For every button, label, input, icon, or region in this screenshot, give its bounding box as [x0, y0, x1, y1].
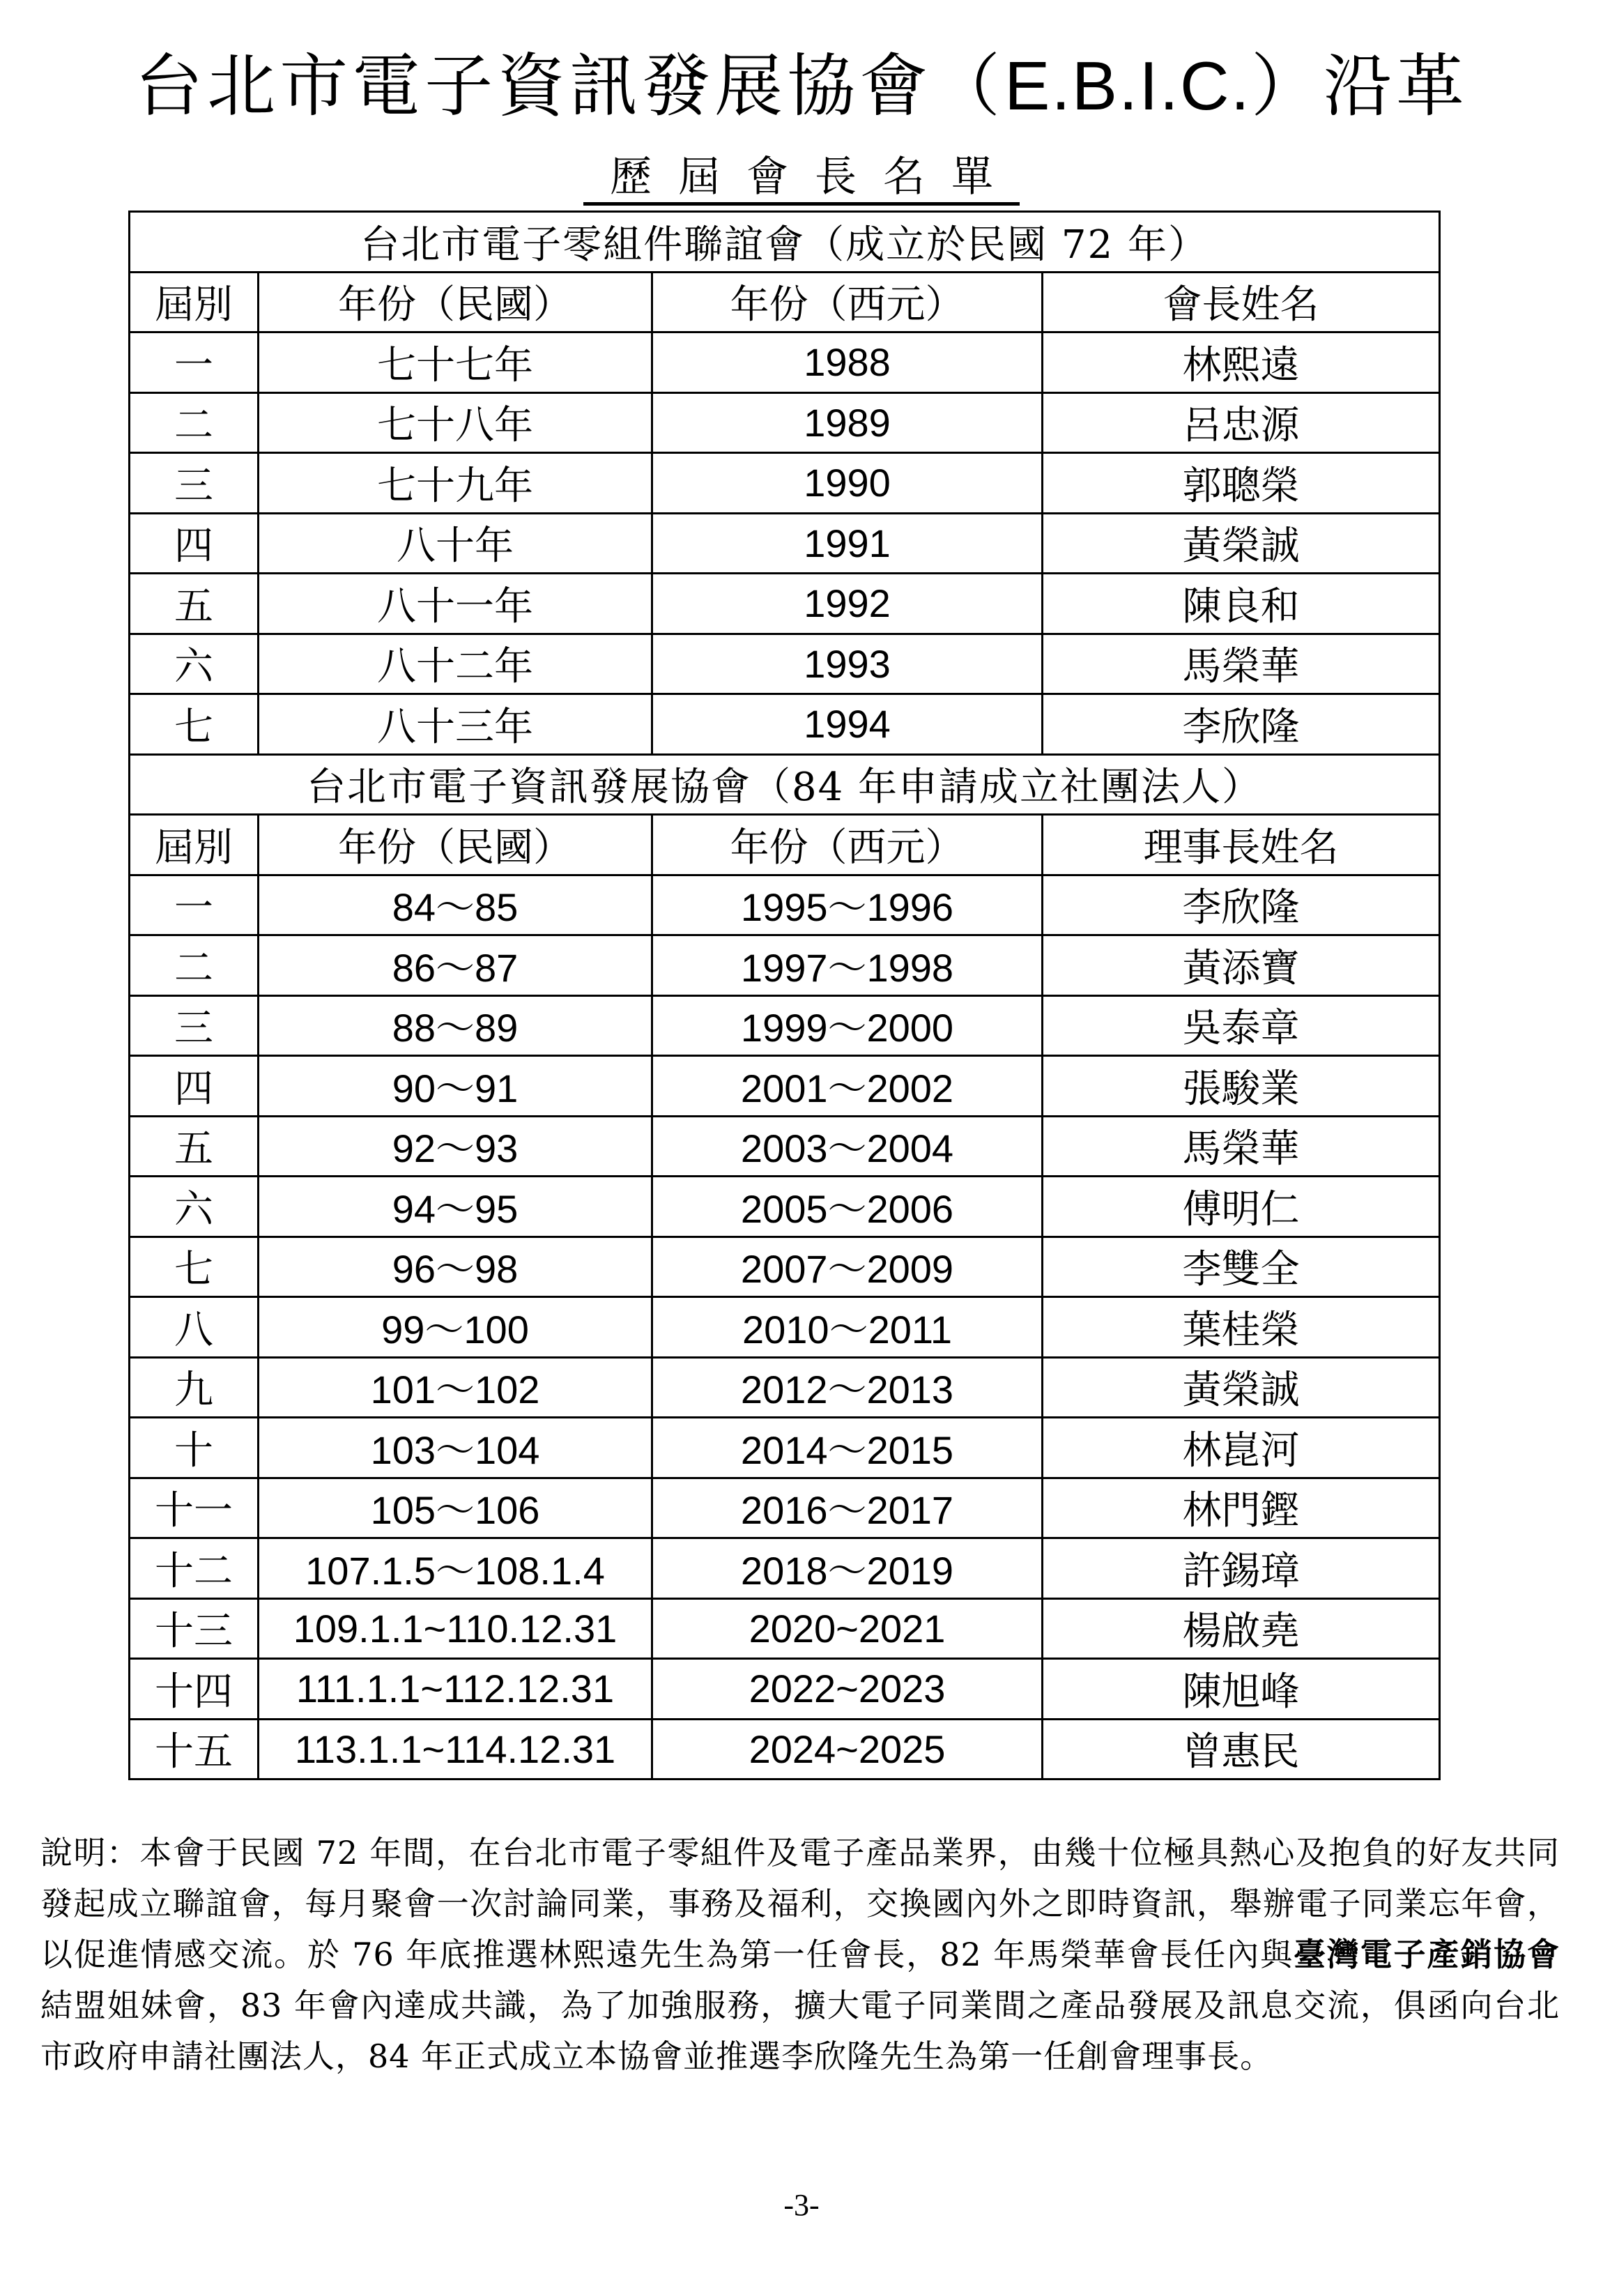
roc-year-cell: 111.1.1~112.12.31	[259, 1659, 652, 1720]
ad-year-cell: 2012～2013	[652, 1357, 1043, 1418]
roc-year-cell: 109.1.1~110.12.31	[259, 1598, 652, 1659]
note-text-after: 結盟姐妹會，83 年會內達成共識，為了加強服務，擴大電子同業間之產品發展及訊息交流，俱函向台北市政府申請社團法人，84 年正式成立本協會並推選李欣隆先生為第一任創會理事長。	[40, 1987, 1560, 2075]
section1-header-row	[130, 272, 1440, 332]
name-cell: 馬榮華	[1043, 634, 1440, 694]
term-cell: 五	[130, 1116, 259, 1177]
roc-year-cell: 八十一年	[259, 574, 652, 634]
name-cell: 李雙全	[1043, 1237, 1440, 1297]
header-roc-year: 年份（民國）	[259, 815, 652, 875]
ad-year-cell: 1993	[652, 634, 1043, 694]
name-cell: 呂忠源	[1043, 392, 1440, 453]
term-cell: 十三	[130, 1598, 259, 1659]
term-cell: 一	[130, 875, 259, 935]
document-title	[0, 40, 1603, 132]
roc-year-cell: 84～85	[259, 875, 652, 935]
header-ad-year: 年份（西元）	[652, 815, 1043, 875]
table-row	[130, 1116, 1440, 1177]
term-cell: 四	[130, 513, 259, 574]
name-cell: 黃添寶	[1043, 935, 1440, 996]
section1-title: 台北市電子零組件聯誼會（成立於民國 72 年）	[130, 212, 1440, 273]
roc-year-cell: 90～91	[259, 1056, 652, 1117]
title-main: 台北市電子資訊發展協會（	[135, 47, 1005, 126]
name-cell: 許錫璋	[1043, 1538, 1440, 1599]
table-row	[130, 1357, 1440, 1418]
term-cell: 四	[130, 1056, 259, 1117]
ad-year-cell: 2022~2023	[652, 1659, 1043, 1720]
name-cell: 李欣隆	[1043, 694, 1440, 755]
table-row	[130, 875, 1440, 935]
section2-title-row	[130, 754, 1440, 815]
roc-year-cell: 八十二年	[259, 634, 652, 694]
table-row	[130, 694, 1440, 755]
document-subtitle	[0, 149, 1603, 206]
name-cell: 黃榮誠	[1043, 1357, 1440, 1418]
table-row	[130, 1719, 1440, 1780]
term-cell: 六	[130, 634, 259, 694]
title-end: ）沿革	[1250, 47, 1468, 126]
history-note	[40, 1828, 1560, 2082]
ad-year-cell: 1990	[652, 453, 1043, 514]
presidents-table	[128, 211, 1441, 1780]
name-cell: 馬榮華	[1043, 1116, 1440, 1177]
title-abbr: E.B.I.C.	[1004, 47, 1251, 124]
name-cell: 傅明仁	[1043, 1177, 1440, 1237]
term-cell: 十一	[130, 1478, 259, 1538]
ad-year-cell: 2020~2021	[652, 1598, 1043, 1659]
section2-header-row	[130, 815, 1440, 875]
term-cell: 十二	[130, 1538, 259, 1599]
ad-year-cell: 1988	[652, 332, 1043, 393]
section2-title: 台北市電子資訊發展協會（84 年申請成立社團法人）	[130, 754, 1440, 815]
header-term: 屆別	[130, 272, 259, 332]
header-president-name: 會長姓名	[1043, 272, 1440, 332]
table-row	[130, 1056, 1440, 1117]
header-term: 屆別	[130, 815, 259, 875]
note-text-before: 說明：本會于民國 72 年間，在台北市電子零組件及電子產品業界，由幾十位極具熱心及抱負的好友共同發起成立聯誼會，每月聚會一次討論同業，事務及福利，交換國內外之即時資訊，舉辦電子同業忘年會，以促進情感交流。於 76 年底推選林熙遠先生為第一任會長，82 年馬榮華會長任內與	[40, 1834, 1560, 1973]
name-cell: 李欣隆	[1043, 875, 1440, 935]
roc-year-cell: 92～93	[259, 1116, 652, 1177]
table-row	[130, 453, 1440, 514]
ad-year-cell: 1992	[652, 574, 1043, 634]
table-row	[130, 1418, 1440, 1478]
ad-year-cell: 2003～2004	[652, 1116, 1043, 1177]
table-row	[130, 1538, 1440, 1599]
table-row	[130, 1598, 1440, 1659]
table-row	[130, 1237, 1440, 1297]
name-cell: 林門鏗	[1043, 1478, 1440, 1538]
roc-year-cell: 101～102	[259, 1357, 652, 1418]
name-cell: 曾惠民	[1043, 1719, 1440, 1780]
roc-year-cell: 107.1.5～108.1.4	[259, 1538, 652, 1599]
ad-year-cell: 2018～2019	[652, 1538, 1043, 1599]
ad-year-cell: 2005～2006	[652, 1177, 1043, 1237]
section1-title-row	[130, 212, 1440, 273]
ad-year-cell: 1997～1998	[652, 935, 1043, 996]
roc-year-cell: 88～89	[259, 995, 652, 1056]
ad-year-cell: 2016～2017	[652, 1478, 1043, 1538]
name-cell: 郭聰榮	[1043, 453, 1440, 514]
term-cell: 三	[130, 453, 259, 514]
roc-year-cell: 113.1.1~114.12.31	[259, 1719, 652, 1780]
table-row	[130, 1478, 1440, 1538]
subtitle-text: 歷屆會長名單	[583, 152, 1020, 206]
table-row	[130, 935, 1440, 996]
ad-year-cell: 2007～2009	[652, 1237, 1043, 1297]
table-row	[130, 1177, 1440, 1237]
name-cell: 吳泰章	[1043, 995, 1440, 1056]
term-cell: 十五	[130, 1719, 259, 1780]
term-cell: 七	[130, 694, 259, 755]
term-cell: 八	[130, 1297, 259, 1358]
name-cell: 陳良和	[1043, 574, 1440, 634]
table-row	[130, 392, 1440, 453]
header-ad-year: 年份（西元）	[652, 272, 1043, 332]
ad-year-cell: 2010～2011	[652, 1297, 1043, 1358]
table-row	[130, 332, 1440, 393]
table-row	[130, 513, 1440, 574]
term-cell: 十四	[130, 1659, 259, 1720]
ad-year-cell: 1995～1996	[652, 875, 1043, 935]
name-cell: 張駿業	[1043, 1056, 1440, 1117]
name-cell: 葉桂榮	[1043, 1297, 1440, 1358]
ad-year-cell: 1989	[652, 392, 1043, 453]
ad-year-cell: 2024~2025	[652, 1719, 1043, 1780]
ad-year-cell: 2014～2015	[652, 1418, 1043, 1478]
name-cell: 林崑河	[1043, 1418, 1440, 1478]
ad-year-cell: 1991	[652, 513, 1043, 574]
table-row	[130, 1297, 1440, 1358]
roc-year-cell: 94～95	[259, 1177, 652, 1237]
name-cell: 黃榮誠	[1043, 513, 1440, 574]
roc-year-cell: 105～106	[259, 1478, 652, 1538]
table-row	[130, 1659, 1440, 1720]
term-cell: 五	[130, 574, 259, 634]
name-cell: 楊啟堯	[1043, 1598, 1440, 1659]
roc-year-cell: 103～104	[259, 1418, 652, 1478]
term-cell: 二	[130, 392, 259, 453]
presidents-table-body	[130, 212, 1440, 1780]
ad-year-cell: 1999～2000	[652, 995, 1043, 1056]
term-cell: 三	[130, 995, 259, 1056]
ad-year-cell: 2001～2002	[652, 1056, 1043, 1117]
roc-year-cell: 八十三年	[259, 694, 652, 755]
header-chairman-name: 理事長姓名	[1043, 815, 1440, 875]
ad-year-cell: 1994	[652, 694, 1043, 755]
roc-year-cell: 96～98	[259, 1237, 652, 1297]
table-row	[130, 995, 1440, 1056]
term-cell: 六	[130, 1177, 259, 1237]
name-cell: 陳旭峰	[1043, 1659, 1440, 1720]
table-row	[130, 574, 1440, 634]
roc-year-cell: 七十九年	[259, 453, 652, 514]
roc-year-cell: 86～87	[259, 935, 652, 996]
term-cell: 十	[130, 1418, 259, 1478]
term-cell: 二	[130, 935, 259, 996]
roc-year-cell: 八十年	[259, 513, 652, 574]
term-cell: 一	[130, 332, 259, 393]
table-row	[130, 634, 1440, 694]
page-number: -3-	[783, 2188, 820, 2222]
roc-year-cell: 七十七年	[259, 332, 652, 393]
roc-year-cell: 99～100	[259, 1297, 652, 1358]
term-cell: 九	[130, 1357, 259, 1418]
header-roc-year: 年份（民國）	[259, 272, 652, 332]
term-cell: 七	[130, 1237, 259, 1297]
note-text-bold: 臺灣電子產銷協會	[1293, 1936, 1560, 1973]
roc-year-cell: 七十八年	[259, 392, 652, 453]
name-cell: 林熙遠	[1043, 332, 1440, 393]
